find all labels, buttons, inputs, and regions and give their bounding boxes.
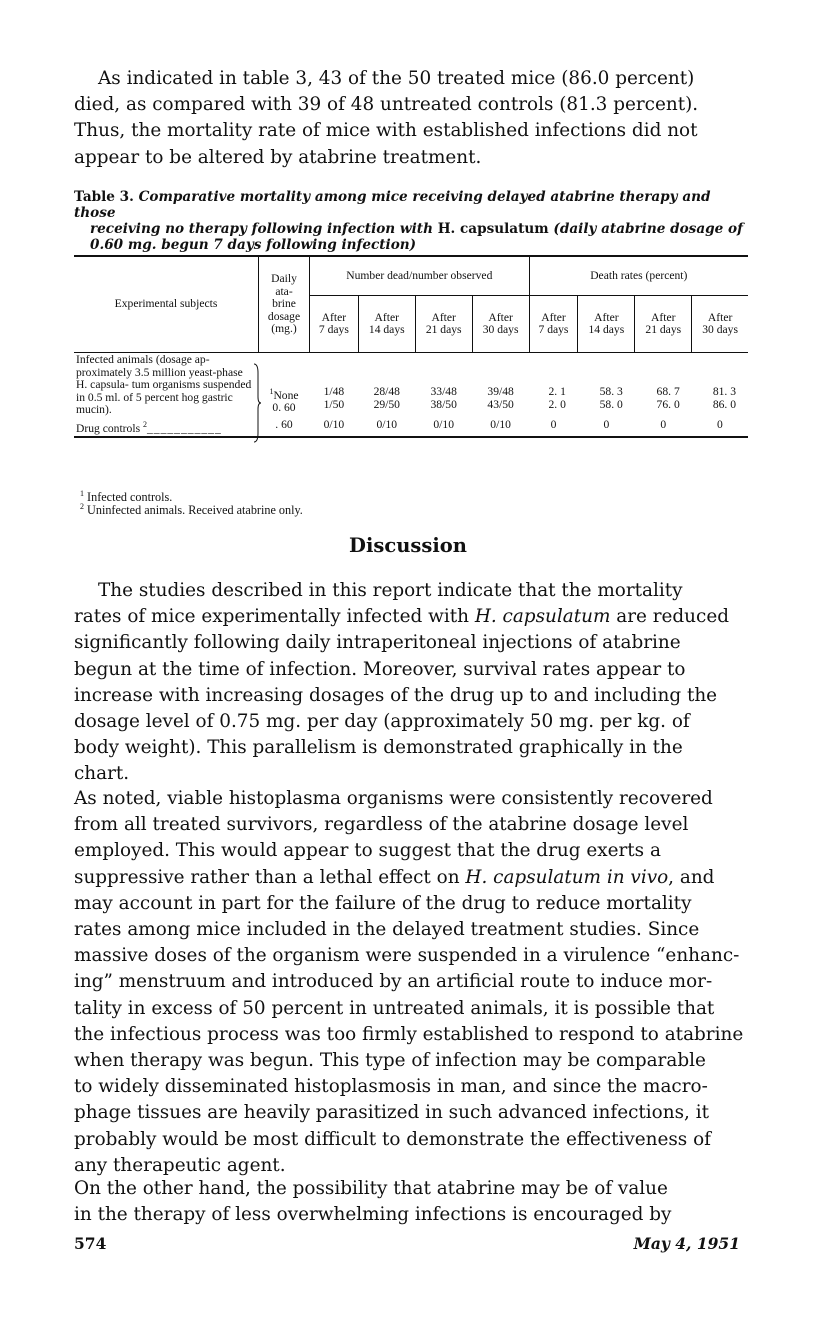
text-line: Thus, the mortality rate of mice with established infections did not: [74, 120, 698, 142]
col-header-rate-30: After 30 days: [692, 296, 748, 353]
discussion-paragraph-3: [74, 1176, 746, 1228]
text-line: phage tissues are heavily parasitized in such advanced infections, it: [74, 1102, 709, 1124]
infected-subject-cell: Infected animals (dosage ap- proximately 3.5 million yeast-phase H. capsula- tum organisms suspended in 0.5 ml. of 5 percent hog gastric mucin).: [74, 353, 259, 418]
rate-cell: 58. 3 58. 0: [599, 385, 623, 411]
col-header-rate-7: After 7 days: [529, 296, 578, 353]
text-line: appear to be altered by atabrine treatment.: [74, 146, 482, 168]
dead-cell: 0/10: [472, 418, 529, 437]
dosage-cell: $^1$None 0. 60: [269, 387, 299, 415]
text-line: probably would be most difficult to demonstrate the effectiveness of: [74, 1128, 711, 1150]
text-line: chart.: [74, 763, 130, 785]
text-line: The studies described in this report indicate that the mortality: [98, 580, 683, 601]
col-header-subjects: Experimental subjects: [74, 256, 259, 353]
text-line: in the therapy of less overwhelming infections is encouraged by: [74, 1204, 672, 1226]
text-line: As indicated in table 3, 43 of the 50 treated mice (86.0 percent): [98, 68, 695, 89]
rate-cell: 68. 7 76. 0: [656, 385, 680, 411]
discussion-paragraph-2: [74, 786, 746, 1179]
rate-cell: 0: [529, 418, 578, 437]
dead-cell: 0/10: [358, 418, 415, 437]
caption-line: 0.60 mg. begun 7 days following infection): [90, 237, 417, 253]
text-line: may account in part for the failure of the drug to reduce mortality: [74, 892, 692, 914]
text-line: employed. This would appear to suggest that the drug exerts a: [74, 840, 661, 862]
intro-paragraph: [74, 66, 746, 171]
text-line: rates among mice included in the delayed treatment studies. Since: [74, 919, 700, 941]
text-line: body weight). This parallelism is demonstrated graphically in the: [74, 737, 683, 759]
col-header-dead-21: After 21 days: [415, 296, 472, 353]
col-header-dosage: Daily ata- brine dosage (mg.): [259, 256, 310, 353]
text-line: significantly following daily intraperitoneal injections of atabrine: [74, 632, 681, 654]
rate-cell: 0: [635, 418, 692, 437]
rate-cell: 0: [578, 418, 635, 437]
rate-cell: 2. 1 2. 0: [548, 385, 566, 411]
table-label: Table 3.: [74, 189, 134, 205]
dead-cell: 28/48 29/50: [373, 385, 400, 411]
text-line: massive doses of the organism were suspended in a virulence “enhanc-: [74, 945, 740, 967]
dead-cell: 0/10: [310, 418, 359, 437]
text-line: any therapeutic agent.: [74, 1154, 286, 1176]
dead-cell: 1/48 1/50: [323, 385, 345, 411]
dead-cell: 0/10: [415, 418, 472, 437]
text-line: On the other hand, the possibility that atabrine may be of value: [74, 1178, 668, 1199]
col-header-dead-14: After 14 days: [358, 296, 415, 353]
drug-controls-cell: Drug controls $^2$___________: [74, 418, 259, 437]
rate-cell: 0: [692, 418, 748, 437]
caption-line: receiving no therapy following infection with H. capsulatum (daily atabrine dosage of: [90, 221, 743, 237]
table-caption: [74, 189, 754, 253]
text-line: when therapy was begun. This type of infection may be comparable: [74, 1050, 706, 1072]
section-heading: Discussion: [349, 534, 467, 557]
brace-icon: [253, 363, 261, 443]
text-line: dosage level of 0.75 mg. per day (approximately 50 mg. per kg. of: [74, 711, 690, 733]
text-line: tality in excess of 50 percent in untreated animals, it is possible that: [74, 997, 715, 1019]
text-line: to widely disseminated histoplasmosis in man, and since the macro-: [74, 1076, 708, 1098]
footnote: $^2$ Uninfected animals. Received atabrine only.: [80, 502, 303, 518]
page-number: 574: [74, 1234, 107, 1253]
footnote: $^1$ Infected controls.: [80, 489, 173, 505]
table-row: [74, 418, 748, 437]
discussion-paragraph-1: [74, 578, 746, 788]
dead-cell: 33/48 38/50: [430, 385, 457, 411]
dead-cell: 39/48 43/50: [487, 385, 514, 411]
dosage-cell: . 60: [259, 418, 310, 437]
group-header-rates: Death rates (percent): [529, 256, 748, 296]
text-line: ing” menstruum and introduced by an artificial route to induce mor-: [74, 971, 713, 993]
col-header-rate-21: After 21 days: [635, 296, 692, 353]
col-header-rate-14: After 14 days: [578, 296, 635, 353]
table-3: [74, 255, 748, 438]
rate-cell: 81. 3 86. 0: [712, 385, 736, 411]
table-row: [74, 353, 748, 418]
text-line: died, as compared with 39 of 48 untreated controls (81.3 percent).: [74, 94, 699, 116]
text-line: the infectious process was too firmly established to respond to atabrine: [74, 1023, 744, 1045]
text-line: As noted, viable histoplasma organisms were consistently recovered: [74, 788, 713, 809]
col-header-dead-30: After 30 days: [472, 296, 529, 353]
caption-line: Comparative mortality among mice receiving delayed atabrine therapy and those: [74, 189, 711, 221]
col-header-dead-7: After 7 days: [310, 296, 359, 353]
issue-date: May 4, 1951: [633, 1234, 740, 1253]
text-line: increase with increasing dosages of the drug up to and including the: [74, 684, 718, 706]
text-line: suppressive rather than a lethal effect on H. capsulatum in vivo, and: [74, 866, 715, 888]
group-header-dead: Number dead/number observed: [310, 256, 530, 296]
text-line: from all treated survivors, regardless of the atabrine dosage level: [74, 814, 689, 836]
text-line: rates of mice experimentally infected with H. capsulatum are reduced: [74, 606, 729, 628]
text-line: begun at the time of infection. Moreover, survival rates appear to: [74, 658, 686, 680]
